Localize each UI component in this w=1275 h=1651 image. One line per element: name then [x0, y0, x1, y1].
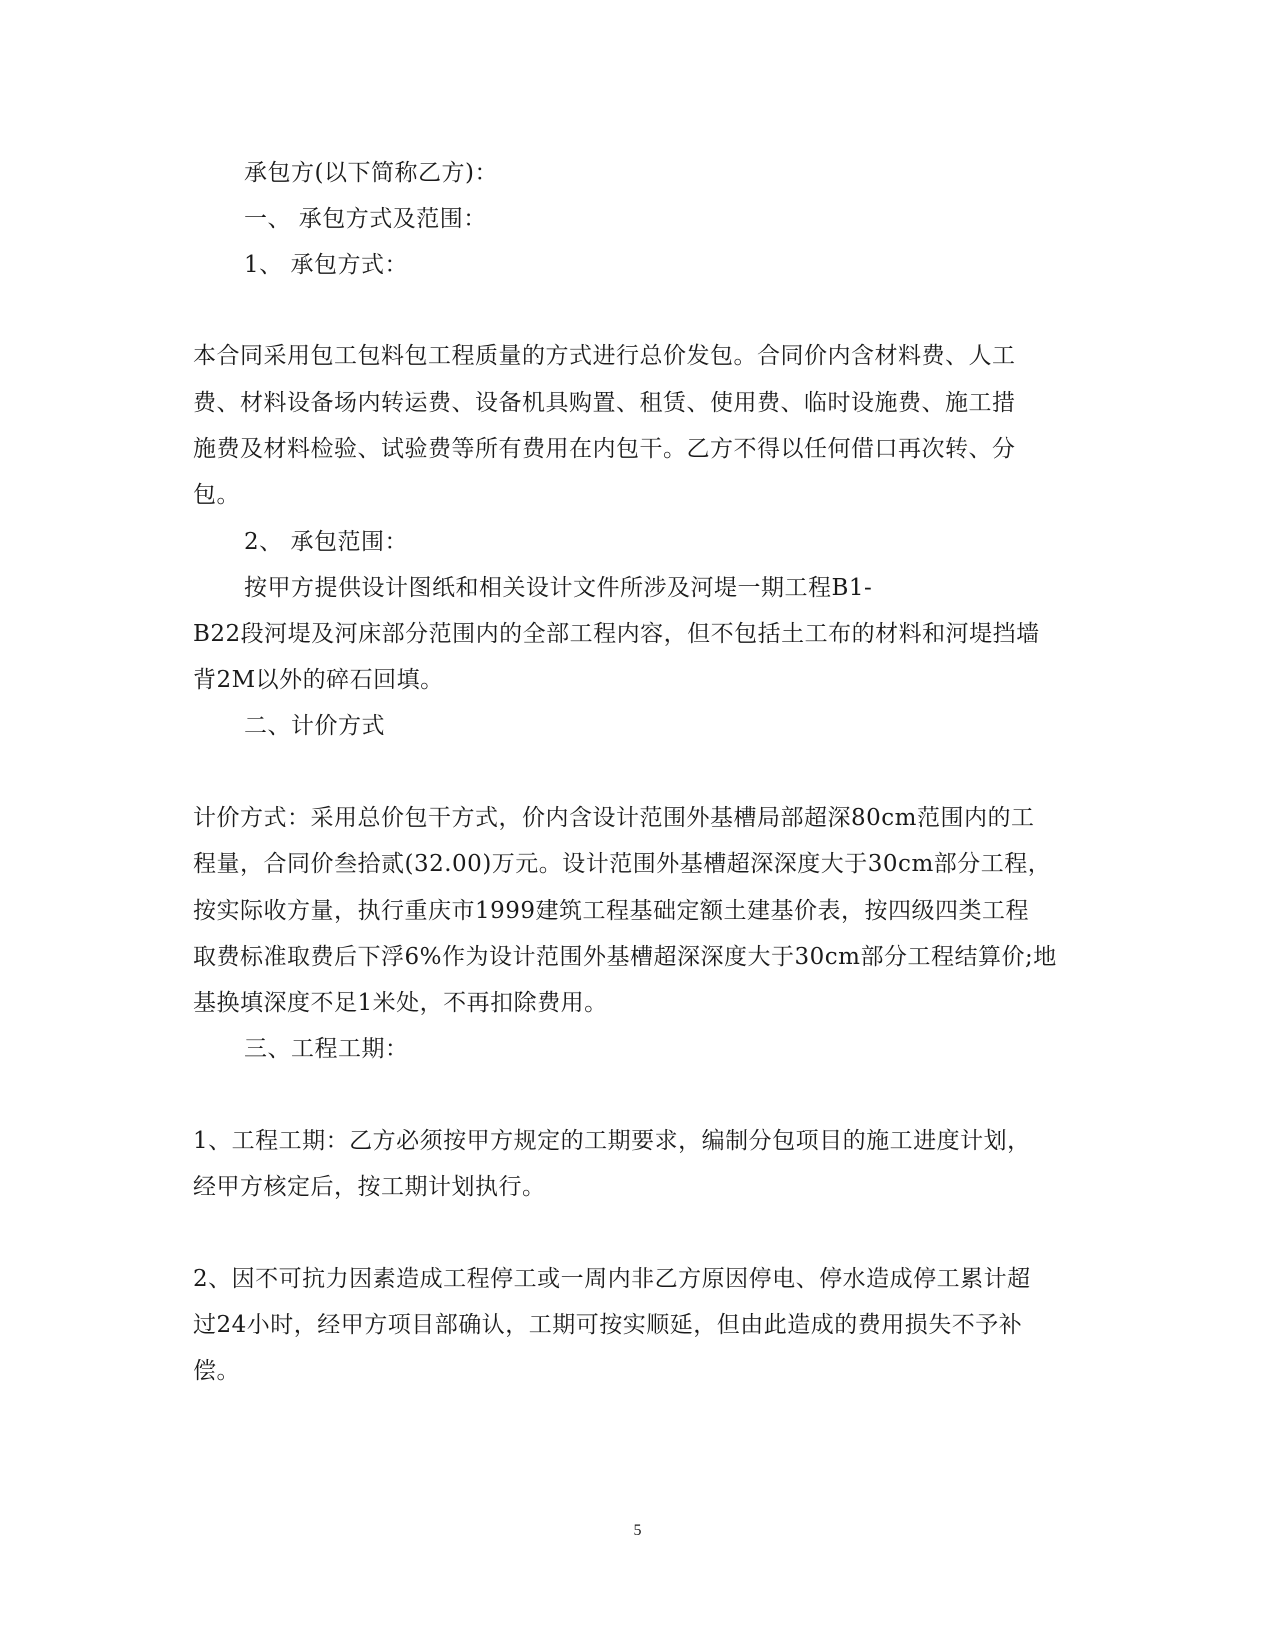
- page-number: 5: [633, 1522, 642, 1539]
- subsection-1-2-heading: 2、 承包范围：: [244, 529, 408, 555]
- paragraph-line: 偿。: [193, 1358, 240, 1384]
- paragraph-line: 费、材料设备场内转运费、设备机具购置、租赁、使用费、临时设施费、施工措: [193, 390, 1016, 416]
- section-1-heading: 一、 承包方式及范围：: [244, 206, 487, 232]
- paragraph-line: 程量，合同价叁拾贰(32.00)万元。设计范围外基槽超深深度大于30cm部分工程，: [193, 851, 1052, 877]
- paragraph-line: B22段河堤及河床部分范围内的全部工程内容，但不包括土工布的材料和河堤挡墙: [193, 621, 1040, 647]
- section-2-heading: 二、计价方式: [244, 713, 385, 739]
- paragraph-line: 取费标准取费后下浮6%作为设计范围外基槽超深深度大于30cm部分工程结算价;地: [193, 944, 1057, 970]
- paragraph-line: 背2M以外的碎石回填。: [193, 667, 444, 693]
- paragraph-line: 施费及材料检验、试验费等所有费用在内包干。乙方不得以任何借口再次转、分: [193, 436, 1016, 462]
- paragraph-line: 包。: [193, 482, 240, 508]
- paragraph-line: 过24小时，经甲方项目部确认，工期可按实顺延，但由此造成的费用损失不予补: [193, 1312, 1023, 1338]
- paragraph-line: 2、因不可抗力因素造成工程停工或一周内非乙方原因停电、停水造成停工累计超: [193, 1266, 1031, 1292]
- paragraph-line: 按实际收方量，执行重庆市1999建筑工程基础定额土建基价表，按四级四类工程: [193, 898, 1030, 924]
- paragraph-line: 计价方式：采用总价包干方式，价内含设计范围外基槽局部超深80cm范围内的工: [193, 805, 1035, 831]
- paragraph-line: 基换填深度不足1米处，不再扣除费用。: [193, 990, 608, 1016]
- paragraph-line: 1、工程工期：乙方必须按甲方规定的工期要求，编制分包项目的施工进度计划，: [193, 1128, 1031, 1154]
- contractor-party-line: 承包方(以下简称乙方)：: [244, 160, 498, 186]
- section-3-heading: 三、工程工期：: [244, 1036, 409, 1062]
- paragraph-line: 按甲方提供设计图纸和相关设计文件所涉及河堤一期工程B1-: [244, 575, 873, 601]
- subsection-1-1-heading: 1、 承包方式：: [244, 252, 408, 278]
- paragraph-line: 本合同采用包工包料包工程质量的方式进行总价发包。合同价内含材料费、人工: [193, 343, 1016, 369]
- paragraph-line: 经甲方核定后，按工期计划执行。: [193, 1174, 546, 1200]
